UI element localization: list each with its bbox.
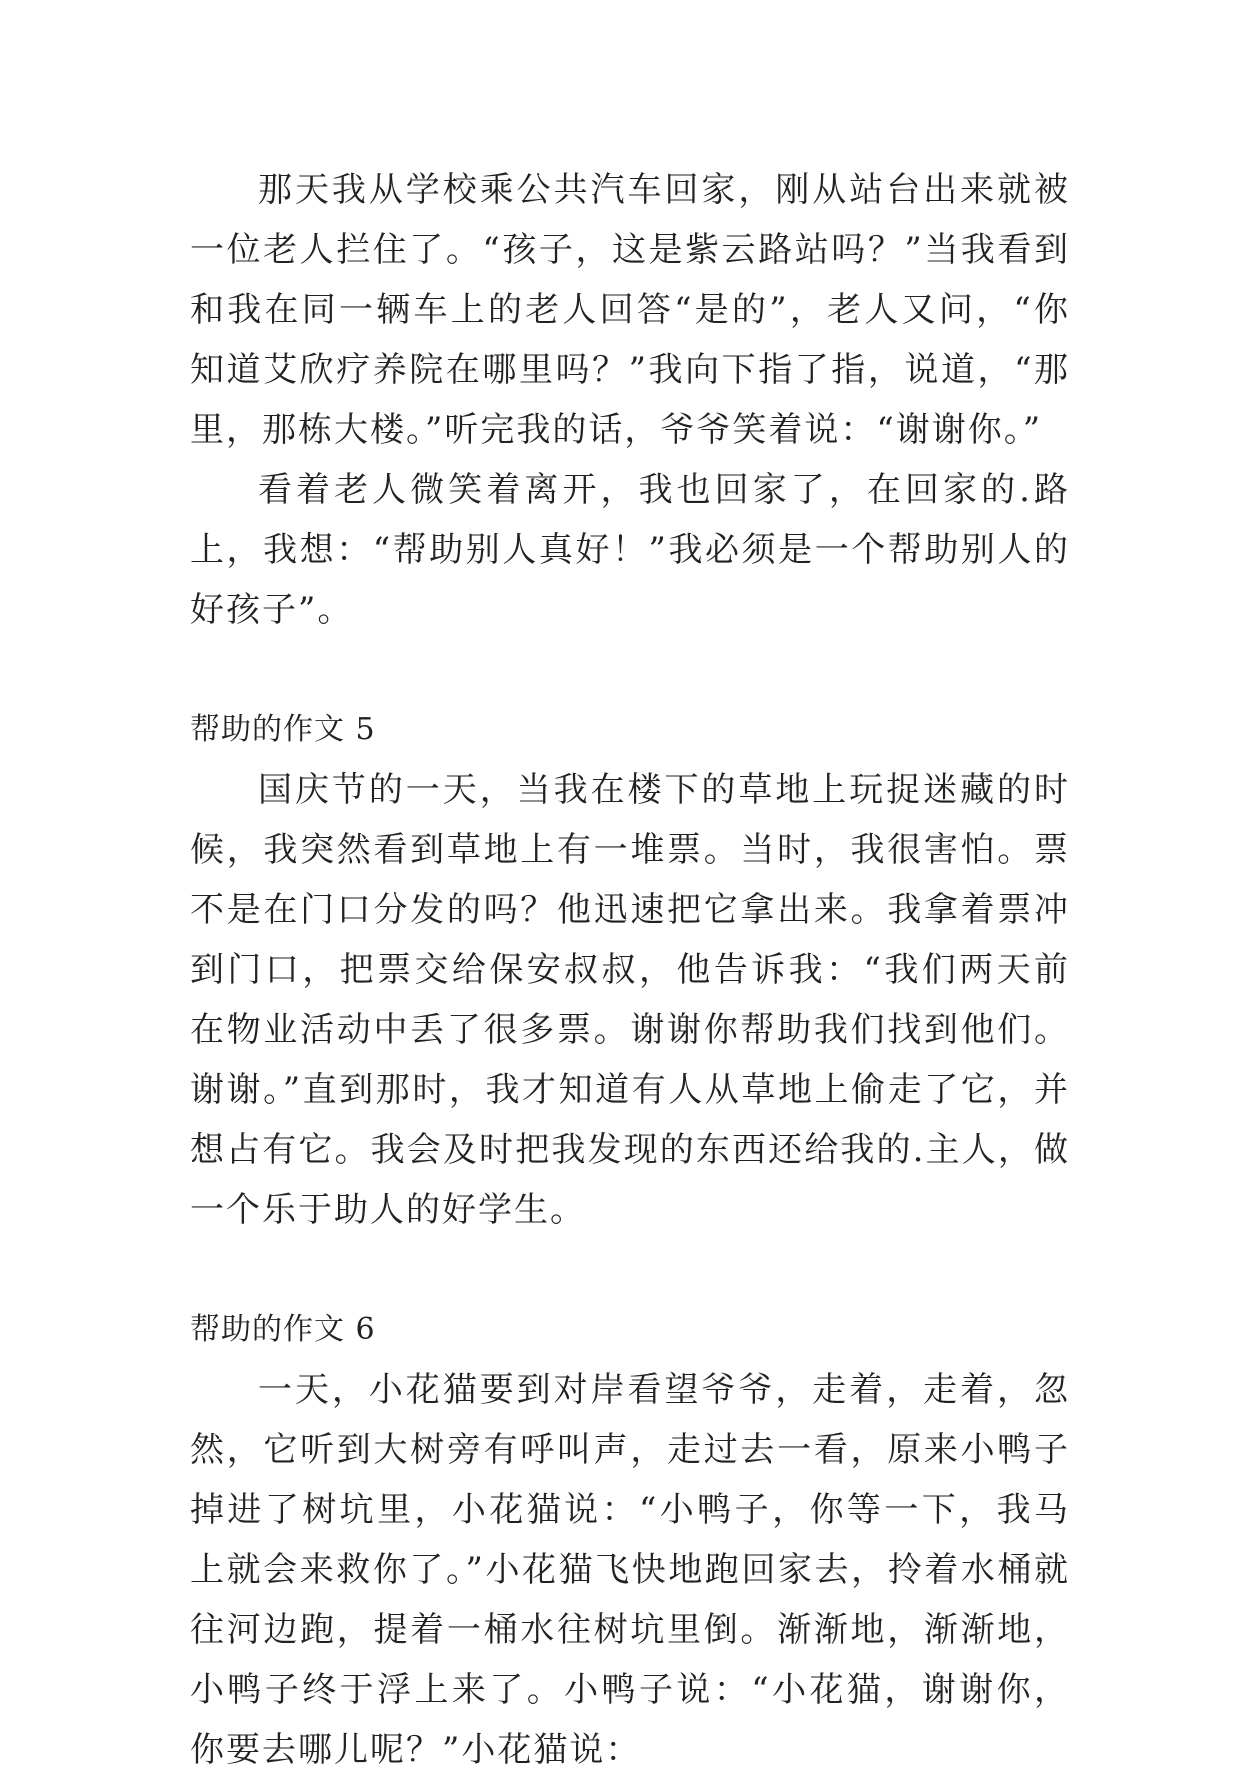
section-spacer — [190, 1240, 1070, 1300]
essay-6-paragraph: 一天，小花猫要到对岸看望爷爷，走着，走着，忽然，它听到大树旁有呼叫声，走过去一看，原来小鸭子掉进了树坑里，小花猫说：“小鸭子，你等一下，我马上就会来救你了。”小花猫飞快地跑回家去，拎着水桶就往河边跑，提着一桶水往树坑里倒。渐渐地，渐渐地，小鸭子终于浮上来了。小鸭子说：“小花猫，谢谢你，你要去哪儿呢？”小花猫说： — [190, 1370, 1070, 1770]
essay-5-heading: 帮助的作文 5 — [190, 712, 376, 747]
section-spacer — [190, 640, 1070, 700]
paragraph-helping-elderly: 那天我从学校乘公共汽车回家，刚从站台出来就被一位老人拦住了。“孩子，这是紫云路站吗？”当我看到和我在同一辆车上的老人回答“是的”，老人又问，“你知道艾欣疗养院在哪里吗？”我向下指了指，说道，“那里，那栋大楼。”听完我的话，爷爷笑着说：“谢谢你。” — [190, 170, 1070, 450]
essay-5-paragraph: 国庆节的一天，当我在楼下的草地上玩捉迷藏的时候，我突然看到草地上有一堆票。当时，我很害怕。票不是在门口分发的吗？他迅速把它拿出来。我拿着票冲到门口，把票交给保安叔叔，他告诉我：“我们两天前在物业活动中丢了很多票。谢谢你帮助我们找到他们。谢谢。”直到那时，我才知道有人从草地上偷走了它，并想占有它。我会及时把我发现的东西还给我的.主人，做一个乐于助人的好学生。 — [190, 770, 1070, 1230]
document-body — [190, 160, 1070, 1780]
essay-6-heading: 帮助的作文 6 — [190, 1312, 376, 1347]
paragraph-going-home: 看着老人微笑着离开，我也回家了，在回家的.路上，我想：“帮助别人真好！”我必须是一个帮助别人的好孩子”。 — [190, 470, 1070, 630]
